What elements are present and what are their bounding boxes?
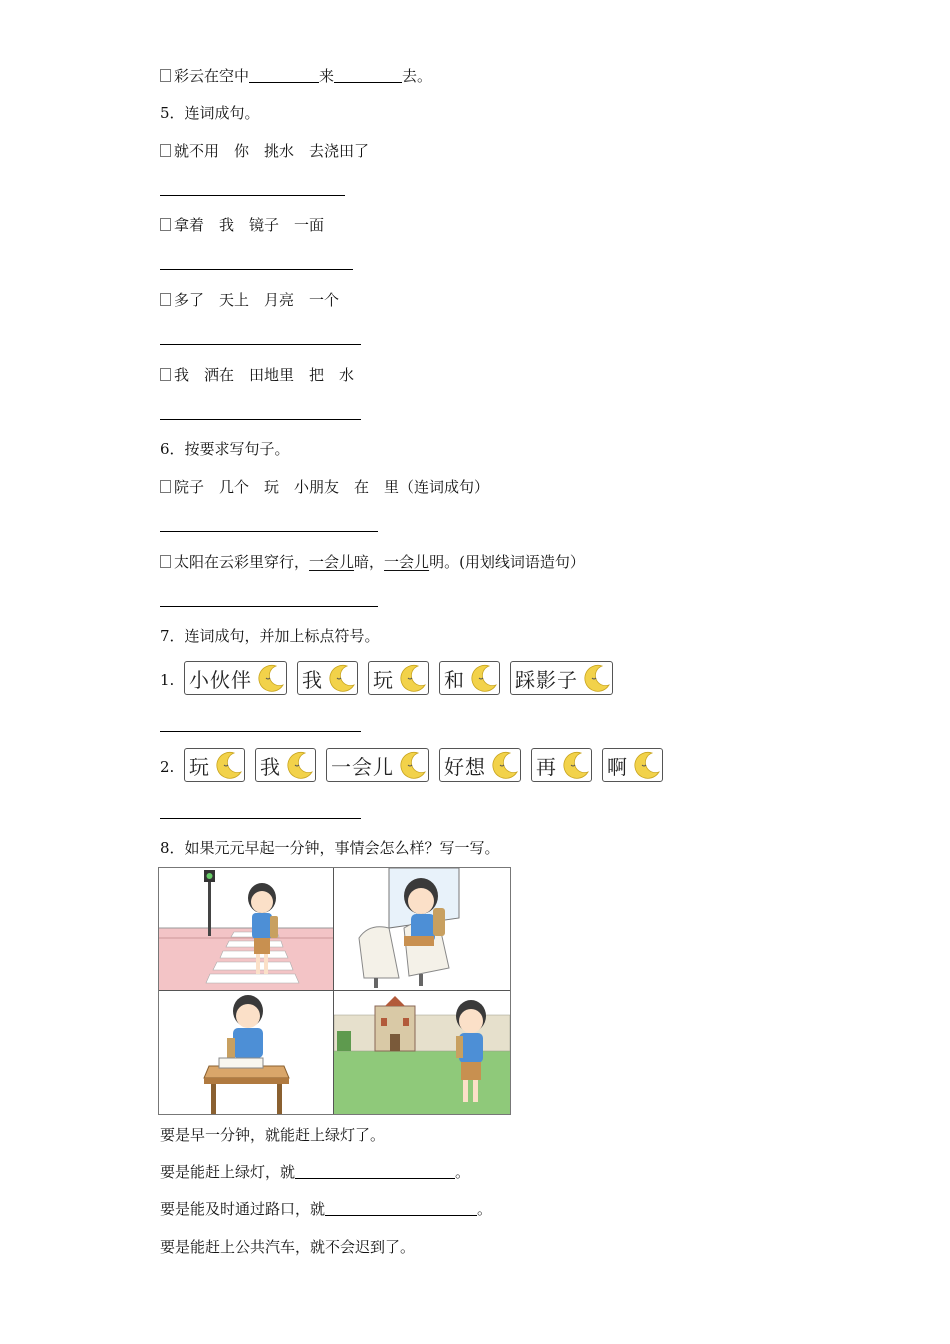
word-tile bbox=[184, 748, 245, 782]
sentence-4: 要是能赶上公共汽车，就不会迟到了。 bbox=[160, 1238, 416, 1256]
question-6-item-2: 太阳在云彩里穿行，一会儿暗，一会儿明。(用划线词语造句） bbox=[160, 552, 585, 572]
school-scene bbox=[334, 991, 510, 1114]
classroom-desk-scene bbox=[159, 991, 333, 1114]
question-7-title: 7．连词成句，并加上标点符号。 bbox=[160, 627, 380, 645]
bus-seat-scene bbox=[334, 868, 510, 990]
crescent-moon-icon bbox=[398, 750, 428, 780]
question-6-title: 6．按要求写句子。 bbox=[160, 440, 290, 458]
word-tile-text: 玩 bbox=[189, 754, 210, 779]
word-tile-text: 玩 bbox=[373, 667, 394, 692]
word-tile bbox=[255, 748, 316, 782]
answer-line[interactable] bbox=[160, 344, 361, 345]
underlined-word: 一会儿 bbox=[309, 553, 355, 571]
question-5-item-1: 就不用 你 挑水 去浇田了 bbox=[160, 141, 369, 161]
word-tile bbox=[368, 661, 429, 695]
fill-blank-sentence: 彩云在空中 来 去。 bbox=[160, 66, 432, 86]
crescent-moon-icon bbox=[285, 750, 315, 780]
row-1-number: 1. bbox=[160, 671, 175, 689]
word-tile-text: 和 bbox=[444, 667, 465, 692]
word-tile-text: 好想 bbox=[444, 754, 486, 779]
question-5-title: 5．连词成句。 bbox=[160, 104, 260, 122]
crescent-moon-icon bbox=[214, 750, 244, 780]
blank-1[interactable] bbox=[249, 68, 319, 83]
crescent-moon-icon bbox=[398, 663, 428, 693]
answer-line[interactable] bbox=[160, 818, 361, 819]
checkbox-glyph bbox=[160, 69, 171, 82]
word-tile-text: 啊 bbox=[607, 754, 628, 779]
answer-line[interactable] bbox=[160, 606, 378, 607]
row-2-number: 2. bbox=[160, 758, 175, 776]
question-6-item-1: 院子 几个 玩 小朋友 在 里（连词成句） bbox=[160, 477, 489, 497]
word-tiles-row-1 bbox=[184, 661, 623, 695]
word-tile bbox=[510, 661, 613, 695]
blank-sentence-3[interactable] bbox=[325, 1201, 477, 1216]
word-tiles-row-2 bbox=[184, 748, 673, 782]
word-tile bbox=[297, 661, 358, 695]
word-tile bbox=[602, 748, 663, 782]
word-tile bbox=[184, 661, 287, 695]
crescent-moon-icon bbox=[582, 663, 612, 693]
word-tile-text: 一会儿 bbox=[331, 754, 394, 779]
answer-line[interactable] bbox=[160, 531, 378, 532]
underlined-word: 一会儿 bbox=[384, 553, 430, 571]
crosswalk-scene bbox=[159, 868, 333, 990]
word-tile-text: 我 bbox=[260, 754, 281, 779]
crescent-moon-icon bbox=[256, 663, 286, 693]
sentence-2: 要是能赶上绿灯，就 。 bbox=[160, 1163, 471, 1181]
checkbox-glyph bbox=[160, 555, 171, 568]
word-tile bbox=[439, 748, 521, 782]
story-illustration bbox=[159, 868, 510, 1114]
blank-sentence-2[interactable] bbox=[295, 1164, 455, 1179]
answer-line[interactable] bbox=[160, 419, 361, 420]
word-tile-text: 再 bbox=[536, 754, 557, 779]
checkbox-glyph bbox=[160, 293, 171, 306]
answer-line[interactable] bbox=[160, 195, 345, 196]
blank-2[interactable] bbox=[334, 68, 402, 83]
checkbox-glyph bbox=[160, 368, 171, 381]
checkbox-glyph bbox=[160, 144, 171, 157]
sentence-1: 要是早一分钟，就能赶上绿灯了。 bbox=[160, 1126, 386, 1144]
crescent-moon-icon bbox=[561, 750, 591, 780]
story-picture-grid bbox=[158, 867, 511, 1115]
answer-line[interactable] bbox=[160, 731, 361, 732]
question-8-title: 8．如果元元早起一分钟，事情会怎么样？写一写。 bbox=[160, 839, 500, 857]
checkbox-glyph bbox=[160, 480, 171, 493]
checkbox-glyph bbox=[160, 218, 171, 231]
word-tile-text: 小伙伴 bbox=[189, 667, 252, 692]
word-tile-text: 踩影子 bbox=[515, 667, 578, 692]
crescent-moon-icon bbox=[490, 750, 520, 780]
sentence-3: 要是能及时通过路口，就 。 bbox=[160, 1200, 493, 1218]
word-tile bbox=[326, 748, 429, 782]
word-tile bbox=[439, 661, 500, 695]
word-tile bbox=[531, 748, 592, 782]
question-5-item-3: 多了 天上 月亮 一个 bbox=[160, 290, 339, 310]
question-5-item-2: 拿着 我 镜子 一面 bbox=[160, 215, 324, 235]
crescent-moon-icon bbox=[327, 663, 357, 693]
crescent-moon-icon bbox=[469, 663, 499, 693]
question-5-item-4: 我 洒在 田地里 把 水 bbox=[160, 365, 354, 385]
answer-line[interactable] bbox=[160, 269, 353, 270]
word-tile-text: 我 bbox=[302, 667, 323, 692]
crescent-moon-icon bbox=[632, 750, 662, 780]
